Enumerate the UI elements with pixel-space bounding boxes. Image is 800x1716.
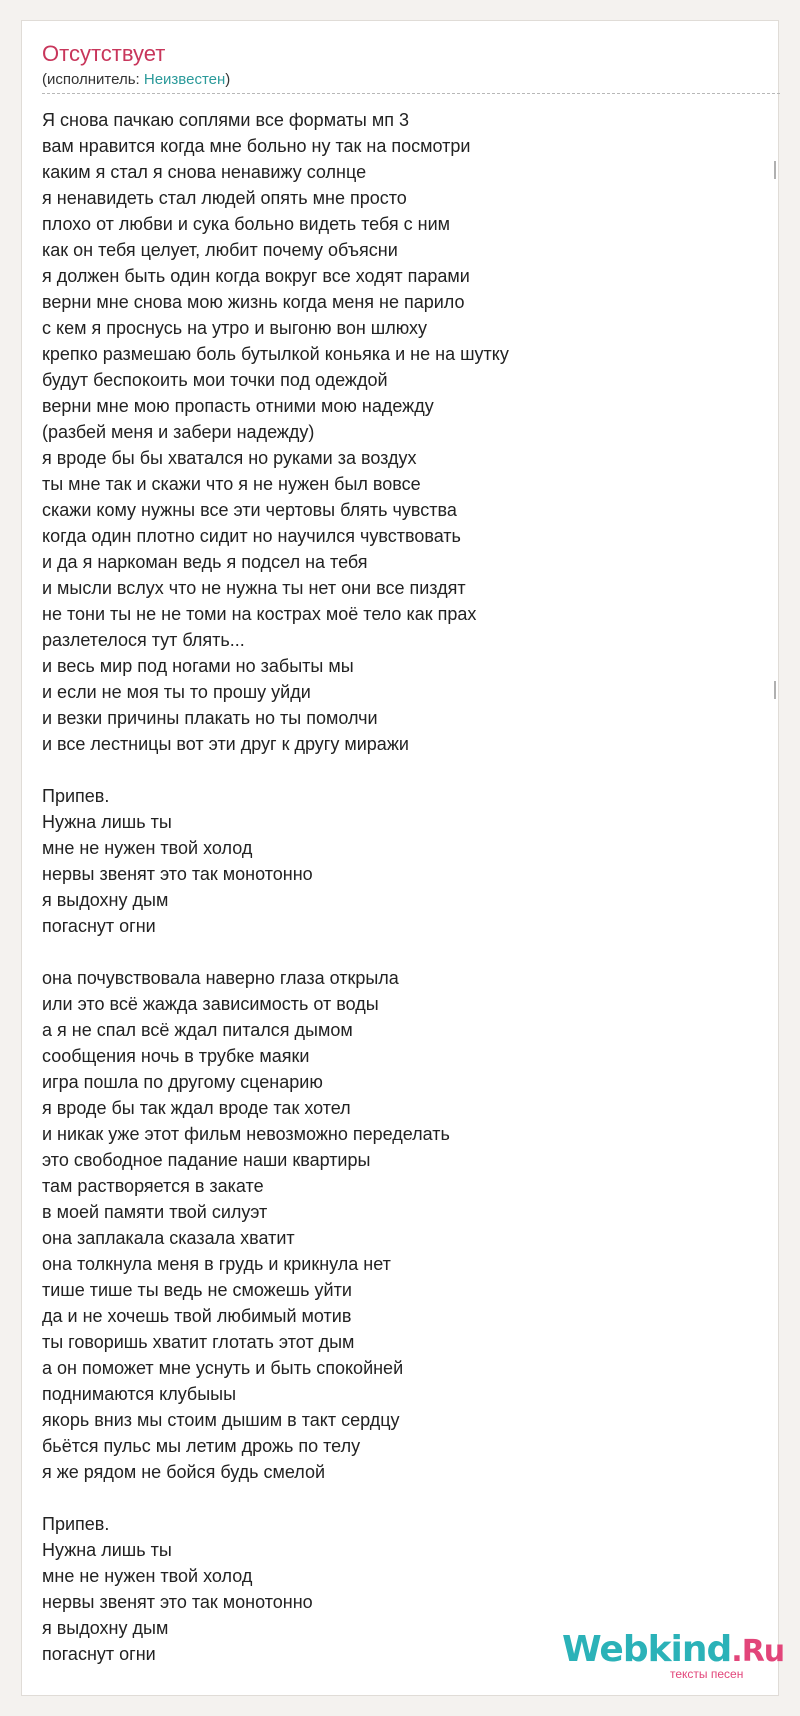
lyrics-line: Нужна лишь ты [42,1540,172,1560]
artist-suffix: ) [225,71,231,88]
lyrics-line: мне не нужен твой холод [42,838,253,858]
lyrics-line: и да я наркоман ведь я подсел на тебя [42,552,368,572]
lyrics-line: я выдохну дым [42,1618,169,1638]
lyrics-line: игра пошла по другому сценарию [42,1072,323,1092]
lyrics-line: я должен быть один когда вокруг все ходят парами [42,266,470,286]
lyrics-blank-line [42,1485,762,1511]
lyrics-line: скажи кому нужны все эти чертовы блять чувства [42,500,457,520]
lyrics-line: погаснут огни [42,1644,156,1664]
lyrics-line: а я не спал всё ждал питался дымом [42,1020,353,1040]
lyrics-line: да и не хочешь твой любимый мотив [42,1306,352,1326]
lyrics-line: и мысли вслух что не нужна ты нет они все пиздят [42,578,466,598]
logo-tagline: тексты песен [670,1667,744,1681]
logo-tld: .Ru [731,1634,785,1669]
lyrics-line: я ненавидеть стал людей опять мне просто [42,188,407,208]
title-divider [42,93,780,94]
webkind-logo[interactable] [562,1630,784,1672]
lyrics-line: тише тише ты ведь не сможешь уйти [42,1280,352,1300]
lyrics-line: крепко размешаю боль бутылкой коньяка и не на шутку [42,344,509,364]
lyrics-line: разлетелося тут блять... [42,630,245,650]
lyrics-line: в моей памяти твой силуэт [42,1202,268,1222]
lyrics-line: она почувствовала наверно глаза открыла [42,968,399,988]
lyrics-line: сообщения ночь в трубке маяки [42,1046,310,1066]
lyrics-line: каким я стал я снова ненавижу солнце [42,162,367,182]
song-title: Отсутствует [42,41,166,66]
scrollbar-tick-bottom [774,681,776,699]
lyrics-line: я же рядом не бойся будь смелой [42,1462,326,1482]
lyrics-line: она толкнула меня в грудь и крикнула нет [42,1254,391,1274]
lyrics-line: бьётся пульс мы летим дрожь по телу [42,1436,361,1456]
lyrics-line: будут беспокоить мои точки под одеждой [42,370,388,390]
lyrics-line: плохо от любви и сука больно видеть тебя с ним [42,214,450,234]
artist-prefix: (исполнитель: [42,71,144,88]
lyrics-line: я вроде бы так ждал вроде так хотел [42,1098,351,1118]
lyrics-blank-line [42,757,762,783]
lyrics-line: верни мне мою пропасть отними мою надежду [42,396,434,416]
lyrics-line: и везки причины плакать но ты помолчи [42,708,378,728]
lyrics-line: нервы звенят это так монотонно [42,864,313,884]
lyrics-line: или это всё жажда зависимость от воды [42,994,379,1014]
lyrics-line: ты говоришь хватит глотать этот дым [42,1332,355,1352]
lyrics-line: и никак уже этот фильм невозможно переделать [42,1124,450,1144]
lyrics-line: мне не нужен твой холод [42,1566,253,1586]
lyrics-line: погаснут огни [42,916,156,936]
lyrics-line: нервы звенят это так монотонно [42,1592,313,1612]
lyrics-line: и весь мир под ногами но забыты мы [42,656,354,676]
lyrics-line: когда один плотно сидит но научился чувствовать [42,526,461,546]
lyrics-line: поднимаются клубыыы [42,1384,237,1404]
scrollbar-tick-top [774,161,776,179]
lyrics-line: Я снова пачкаю соплями все форматы мп 3 [42,110,409,130]
lyrics-line: Припев. [42,786,110,806]
lyrics-line: и если не моя ты то прошу уйди [42,682,311,702]
artist-link[interactable]: Неизвестен [143,71,226,88]
lyrics-line: якорь вниз мы стоим дышим в такт сердцу [42,1410,400,1430]
lyrics-line: (разбей меня и забери надежду) [42,422,315,442]
artist-line [42,71,230,89]
lyrics-text [42,107,762,1667]
lyrics-line: это свободное падание наши квартиры [42,1150,371,1170]
lyrics-line: и все лестницы вот эти друг к другу миражи [42,734,409,754]
lyrics-line: я вроде бы бы хватался но руками за воздух [42,448,417,468]
lyrics-line: не тони ты не не томи на кострах моё тело как прах [42,604,477,624]
lyrics-line: я выдохну дым [42,890,169,910]
lyrics-line: Припев. [42,1514,110,1534]
lyrics-line: там растворяется в закате [42,1176,264,1196]
lyrics-card [21,20,779,1696]
lyrics-line: Нужна лишь ты [42,812,172,832]
lyrics-line: вам нравится когда мне больно ну так на посмотри [42,136,471,156]
logo-name: Webkind [562,1629,732,1670]
lyrics-line: она заплакала сказала хватит [42,1228,295,1248]
lyrics-line: с кем я проснусь на утро и выгоню вон шлюху [42,318,428,338]
lyrics-blank-line [42,939,762,965]
lyrics-line: верни мне снова мою жизнь когда меня не парило [42,292,465,312]
lyrics-line: ты мне так и скажи что я не нужен был вовсе [42,474,421,494]
lyrics-line: как он тебя целует, любит почему объясни [42,240,398,260]
lyrics-line: а он поможет мне уснуть и быть спокойней [42,1358,404,1378]
